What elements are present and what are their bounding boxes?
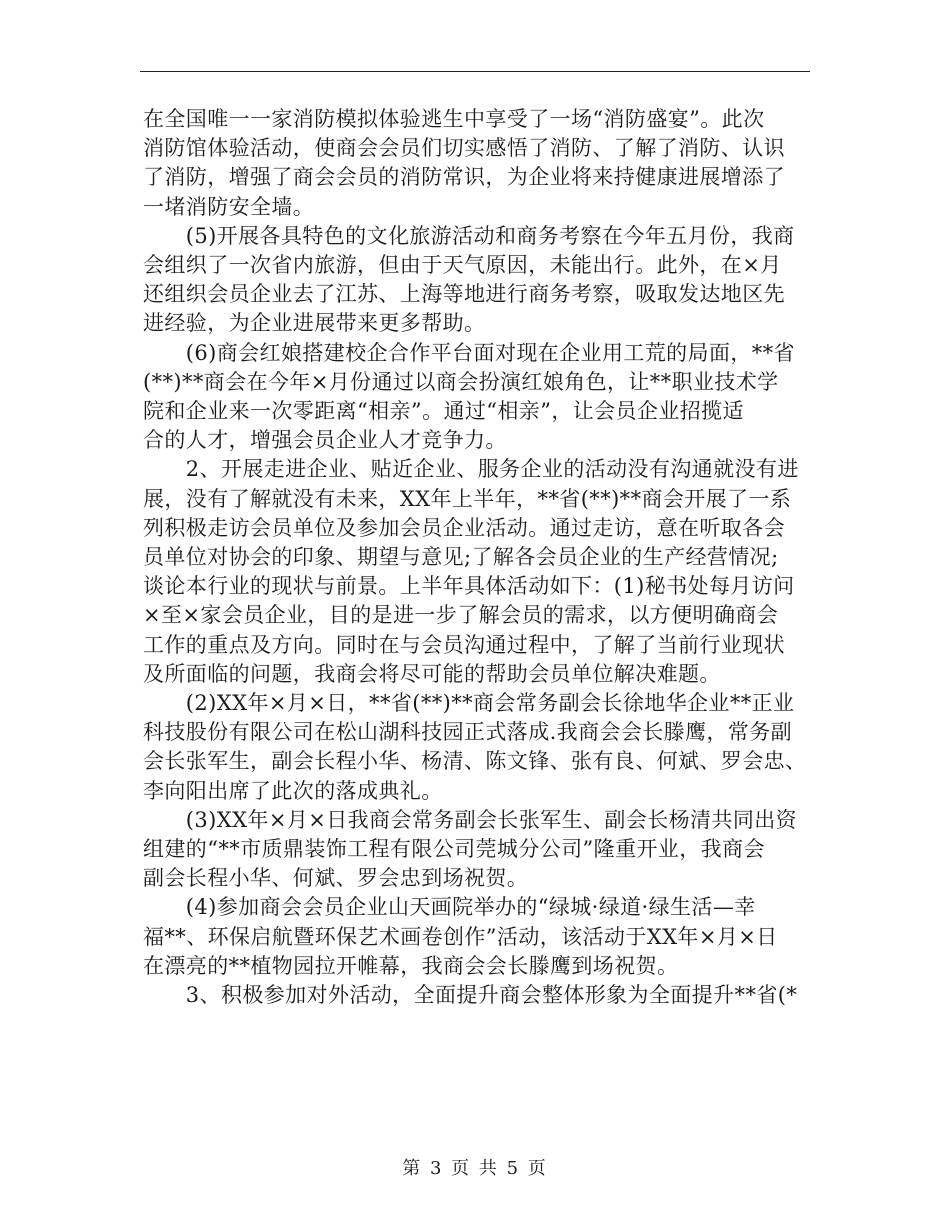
text-line: 谈论本行业的现状与前景。上半年具体活动如下：(1)秘书处每月访问 [143,574,795,599]
text-line: 3、积极参加对外活动，全面提升商会整体形象为全面提升**省(* [143,983,798,1008]
text-line: (3)XX年×月×日我商会常务副会长张军生、副会长杨清共同出资 [143,807,798,832]
text-line: 进经验，为企业进展带来更多帮助。 [143,311,486,336]
text-line: 消防馆体验活动，使商会会员们切实感悟了消防、了解了消防、认识 [143,136,785,161]
text-line: 工作的重点及方向。同时在与会员沟通过程中，了解了当前行业现状 [143,632,785,657]
document-body [143,105,813,1010]
text-line: ×至×家会员企业，目的是进一步了解会员的需求，以方便明确商会 [143,603,779,628]
text-line: 还组织会员企业去了江苏、上海等地进行商务考察，吸取发达地区先 [143,282,785,307]
text-line: 一堵消防安全墙。 [143,194,315,219]
text-line: 及所面临的问题，我商会将尽可能的帮助会员单位解决难题。 [143,661,721,686]
text-line: (5)开展各具特色的文化旅游活动和商务考察在今年五月份，我商 [143,223,795,248]
text-line: 会长张军生，副会长程小华、杨清、陈文锋、张有良、何斌、罗会忠、 [143,749,807,774]
text-line: 合的人才，增强会员企业人才竞争力。 [143,428,507,453]
text-line: 副会长程小华、何斌、罗会忠到场祝贺。 [143,866,529,891]
text-line: 李向阳出席了此次的落成典礼。 [143,778,443,803]
text-line: (2)XX年×月×日，**省(**)**商会常务副会长徐地华企业**正业 [143,691,795,716]
page-number: 第 3 页 共 5 页 [402,1158,548,1179]
text-line: 院和企业来一次零距离“相亲”。通过“相亲”，让会员企业招揽适 [143,399,744,424]
header-rule [140,71,810,72]
text-line: 组建的“**市质鼎装饰工程有限公司莞城分公司”隆重开业，我商会 [143,837,765,862]
text-line: 了消防，增强了商会会员的消防常识，为企业将来持健康进展增添了 [143,165,785,190]
text-line: 2、开展走进企业、贴近企业、服务企业的活动没有沟通就没有进 [143,457,799,482]
text-line: 在漂亮的**植物园拉开帷幕，我商会会长滕鹰到场祝贺。 [143,953,679,978]
text-line: (4)参加商会会员企业山天画院举办的“绿城·绿道·绿生活—幸 [143,895,756,920]
text-line: (**)**商会在今年×月份通过以商会扮演红娘角色，让**职业技术学 [143,369,779,394]
text-line: 在全国唯一一家消防模拟体验逃生中享受了一场“消防盛宴”。此次 [143,107,765,131]
text-line: 列积极走访会员单位及参加会员企业活动。通过走访，意在听取各会 [143,515,785,540]
text-line: 科技股份有限公司在松山湖科技园正式落成.我商会会长滕鹰，常务副 [143,720,793,745]
text-line: (6)商会红娘搭建校企合作平台面对现在企业用工荒的局面，**省 [143,340,795,365]
text-line: 福**、环保启航暨环保艺术画卷创作”活动，该活动于XX年×月×日 [143,924,778,949]
text-line: 会组织了一次省内旅游，但由于天气原因，未能出行。此外，在×月 [143,253,782,278]
text-line: 展，没有了解就没有未来，XX年上半年，**省(**)**商会开展了一系 [143,486,792,511]
text-line: 员单位对协会的印象、期望与意见;了解各会员企业的生产经营情况; [143,545,779,570]
